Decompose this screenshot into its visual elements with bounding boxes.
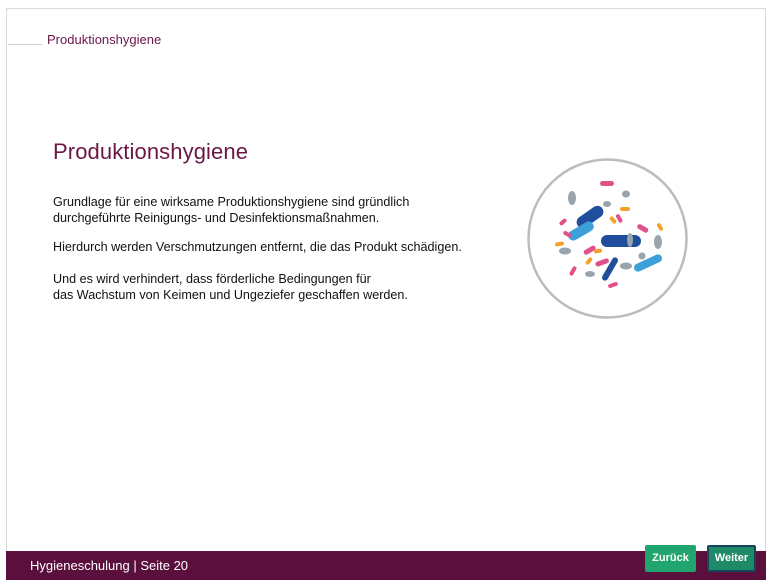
- paragraph-3: [53, 272, 408, 303]
- paragraph-3-line-1: Und es wird verhindert, dass förderliche Bedingungen für: [53, 272, 371, 286]
- paragraph-2: [53, 240, 462, 256]
- footer-page-indicator: Hygieneschulung | Seite 20: [30, 558, 189, 573]
- paragraph-1: [53, 195, 409, 226]
- bacteria-illustration-icon: [525, 156, 690, 321]
- paragraph-1-line-1: Grundlage für eine wirksame Produktionshygiene sind gründlich: [53, 195, 410, 209]
- header-title: Produktionshygiene: [47, 32, 162, 47]
- header-divider: [8, 44, 42, 45]
- next-button[interactable]: Weiter: [707, 545, 756, 572]
- page-title: Produktionshygiene: [53, 139, 249, 164]
- paragraph-3-line-2: das Wachstum von Keimen und Ungeziefer geschaffen werden.: [53, 287, 408, 302]
- paragraph-1-line-2: durchgeführte Reinigungs- und Desinfektionsmaßnahmen.: [53, 210, 380, 225]
- paragraph-2-line-1: Hierdurch werden Verschmutzungen entfernt, die das Produkt schädigen.: [53, 240, 462, 254]
- back-button[interactable]: Zurück: [645, 545, 696, 572]
